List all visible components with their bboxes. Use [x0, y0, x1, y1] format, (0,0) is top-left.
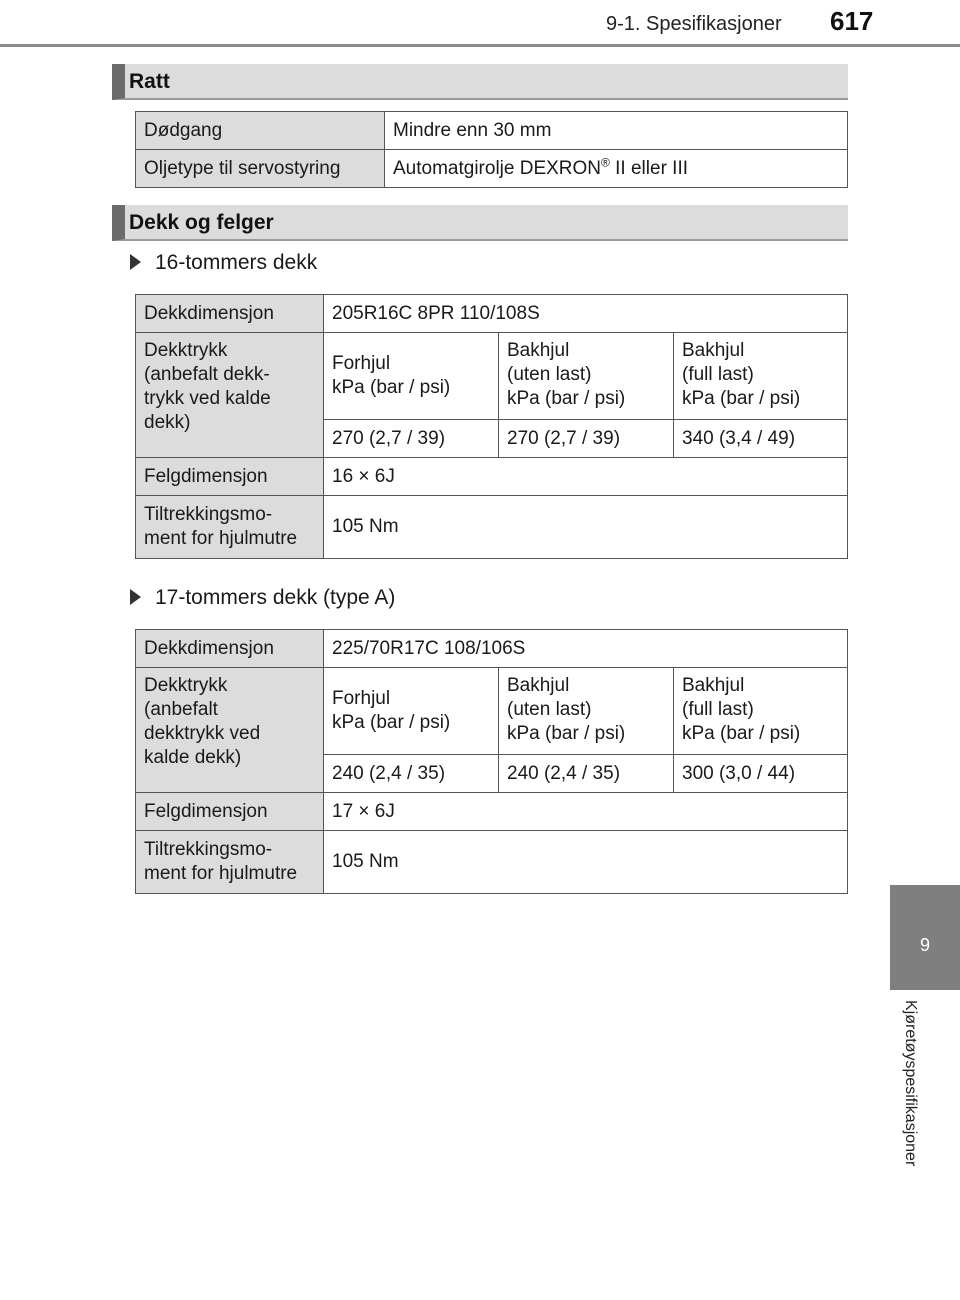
header-line: kPa (bar / psi)	[682, 388, 801, 409]
row-value: 205R16C 8PR 110/108S	[324, 295, 848, 333]
tire-table-17	[135, 629, 848, 894]
chapter-label	[880, 1000, 940, 1220]
value-text: II eller III	[609, 157, 689, 179]
section-heading-ratt	[112, 64, 848, 100]
bullet-text: 16-tommers dekk	[155, 251, 318, 274]
header-line: Forhjul	[332, 688, 391, 709]
header-line: kPa (bar / psi)	[507, 723, 626, 744]
table-row	[136, 630, 848, 668]
table-row	[136, 668, 848, 755]
row-label: Dødgang	[136, 112, 385, 150]
header-line: Forhjul	[332, 353, 391, 374]
header-line: (full last)	[682, 699, 754, 720]
column-header	[499, 333, 674, 420]
row-label: Dekkdimensjon	[136, 295, 324, 333]
table-row	[136, 793, 848, 831]
header-line: Bakhjul	[507, 675, 570, 696]
header-line: Bakhjul	[682, 340, 745, 361]
label-line: Tiltrekkingsmo-	[144, 504, 273, 525]
row-value: 105 Nm	[324, 831, 848, 894]
row-label	[136, 831, 324, 894]
column-header	[499, 668, 674, 755]
section-heading-dekk	[112, 205, 848, 241]
header-line: Bakhjul	[507, 340, 570, 361]
value-text: Automatgirolje DEXRON	[393, 157, 602, 179]
bullet-heading	[130, 586, 395, 610]
row-label	[136, 496, 324, 559]
bullet-text: 17-tommers dekk (type A)	[155, 586, 396, 609]
page-header	[0, 0, 960, 48]
header-divider	[0, 44, 960, 47]
label-line: kalde dekk)	[144, 747, 242, 768]
chapter-label-text: Kjøretøyspesifikasjoner	[902, 1000, 919, 1167]
table-row	[136, 831, 848, 894]
section-heading-text: Ratt	[129, 70, 170, 93]
label-line: (anbefalt dekk-	[144, 364, 270, 385]
ratt-table	[135, 111, 848, 188]
column-header	[324, 333, 499, 420]
row-value: 16 × 6J	[324, 458, 848, 496]
page-number: 617	[830, 6, 874, 36]
header-line: kPa (bar / psi)	[332, 712, 451, 733]
table-row	[136, 295, 848, 333]
section-heading-text: Dekk og felger	[129, 211, 274, 234]
registered-mark: ®	[601, 155, 610, 170]
header-line: (uten last)	[507, 699, 592, 720]
header-line: (full last)	[682, 364, 754, 385]
label-line: Dekktrykk	[144, 340, 228, 361]
column-header	[324, 668, 499, 755]
triangle-bullet-icon	[130, 589, 141, 605]
label-line: (anbefalt	[144, 699, 218, 720]
table-row	[136, 112, 848, 150]
section-title: 9-1. Spesifikasjoner	[606, 13, 782, 35]
label-line: Dekktrykk	[144, 675, 228, 696]
row-label: Dekkdimensjon	[136, 630, 324, 668]
column-header	[674, 668, 848, 755]
header-line: Bakhjul	[682, 675, 745, 696]
table-row	[136, 150, 848, 188]
label-line: dekktrykk ved	[144, 723, 261, 744]
chapter-number: 9	[919, 935, 930, 955]
pressure-value: 270 (2,7 / 39)	[324, 420, 499, 458]
table-row	[136, 333, 848, 420]
label-line: ment for hjulmutre	[144, 528, 298, 549]
pressure-value: 340 (3,4 / 49)	[674, 420, 848, 458]
header-line: (uten last)	[507, 364, 592, 385]
header-line: kPa (bar / psi)	[332, 377, 451, 398]
row-label	[136, 668, 324, 793]
table-row	[136, 496, 848, 559]
table-row	[136, 458, 848, 496]
bullet-heading	[130, 251, 317, 275]
row-value: Mindre enn 30 mm	[385, 112, 848, 150]
label-line: dekk)	[144, 412, 191, 433]
tire-table-16	[135, 294, 848, 559]
row-label	[136, 333, 324, 458]
pressure-value: 240 (2,4 / 35)	[324, 755, 499, 793]
row-value: 225/70R17C 108/106S	[324, 630, 848, 668]
header-line: kPa (bar / psi)	[507, 388, 626, 409]
pressure-value: 270 (2,7 / 39)	[499, 420, 674, 458]
chapter-tab	[890, 885, 960, 990]
row-label: Felgdimensjon	[136, 458, 324, 496]
row-value	[385, 150, 848, 188]
label-line: trykk ved kalde	[144, 388, 271, 409]
header-line: kPa (bar / psi)	[682, 723, 801, 744]
label-line: ment for hjulmutre	[144, 863, 298, 884]
pressure-value: 300 (3,0 / 44)	[674, 755, 848, 793]
pressure-value: 240 (2,4 / 35)	[499, 755, 674, 793]
row-value: 17 × 6J	[324, 793, 848, 831]
label-line: Tiltrekkingsmo-	[144, 839, 273, 860]
row-value: 105 Nm	[324, 496, 848, 559]
column-header	[674, 333, 848, 420]
row-label: Oljetype til servostyring	[136, 150, 385, 188]
triangle-bullet-icon	[130, 254, 141, 270]
row-label: Felgdimensjon	[136, 793, 324, 831]
